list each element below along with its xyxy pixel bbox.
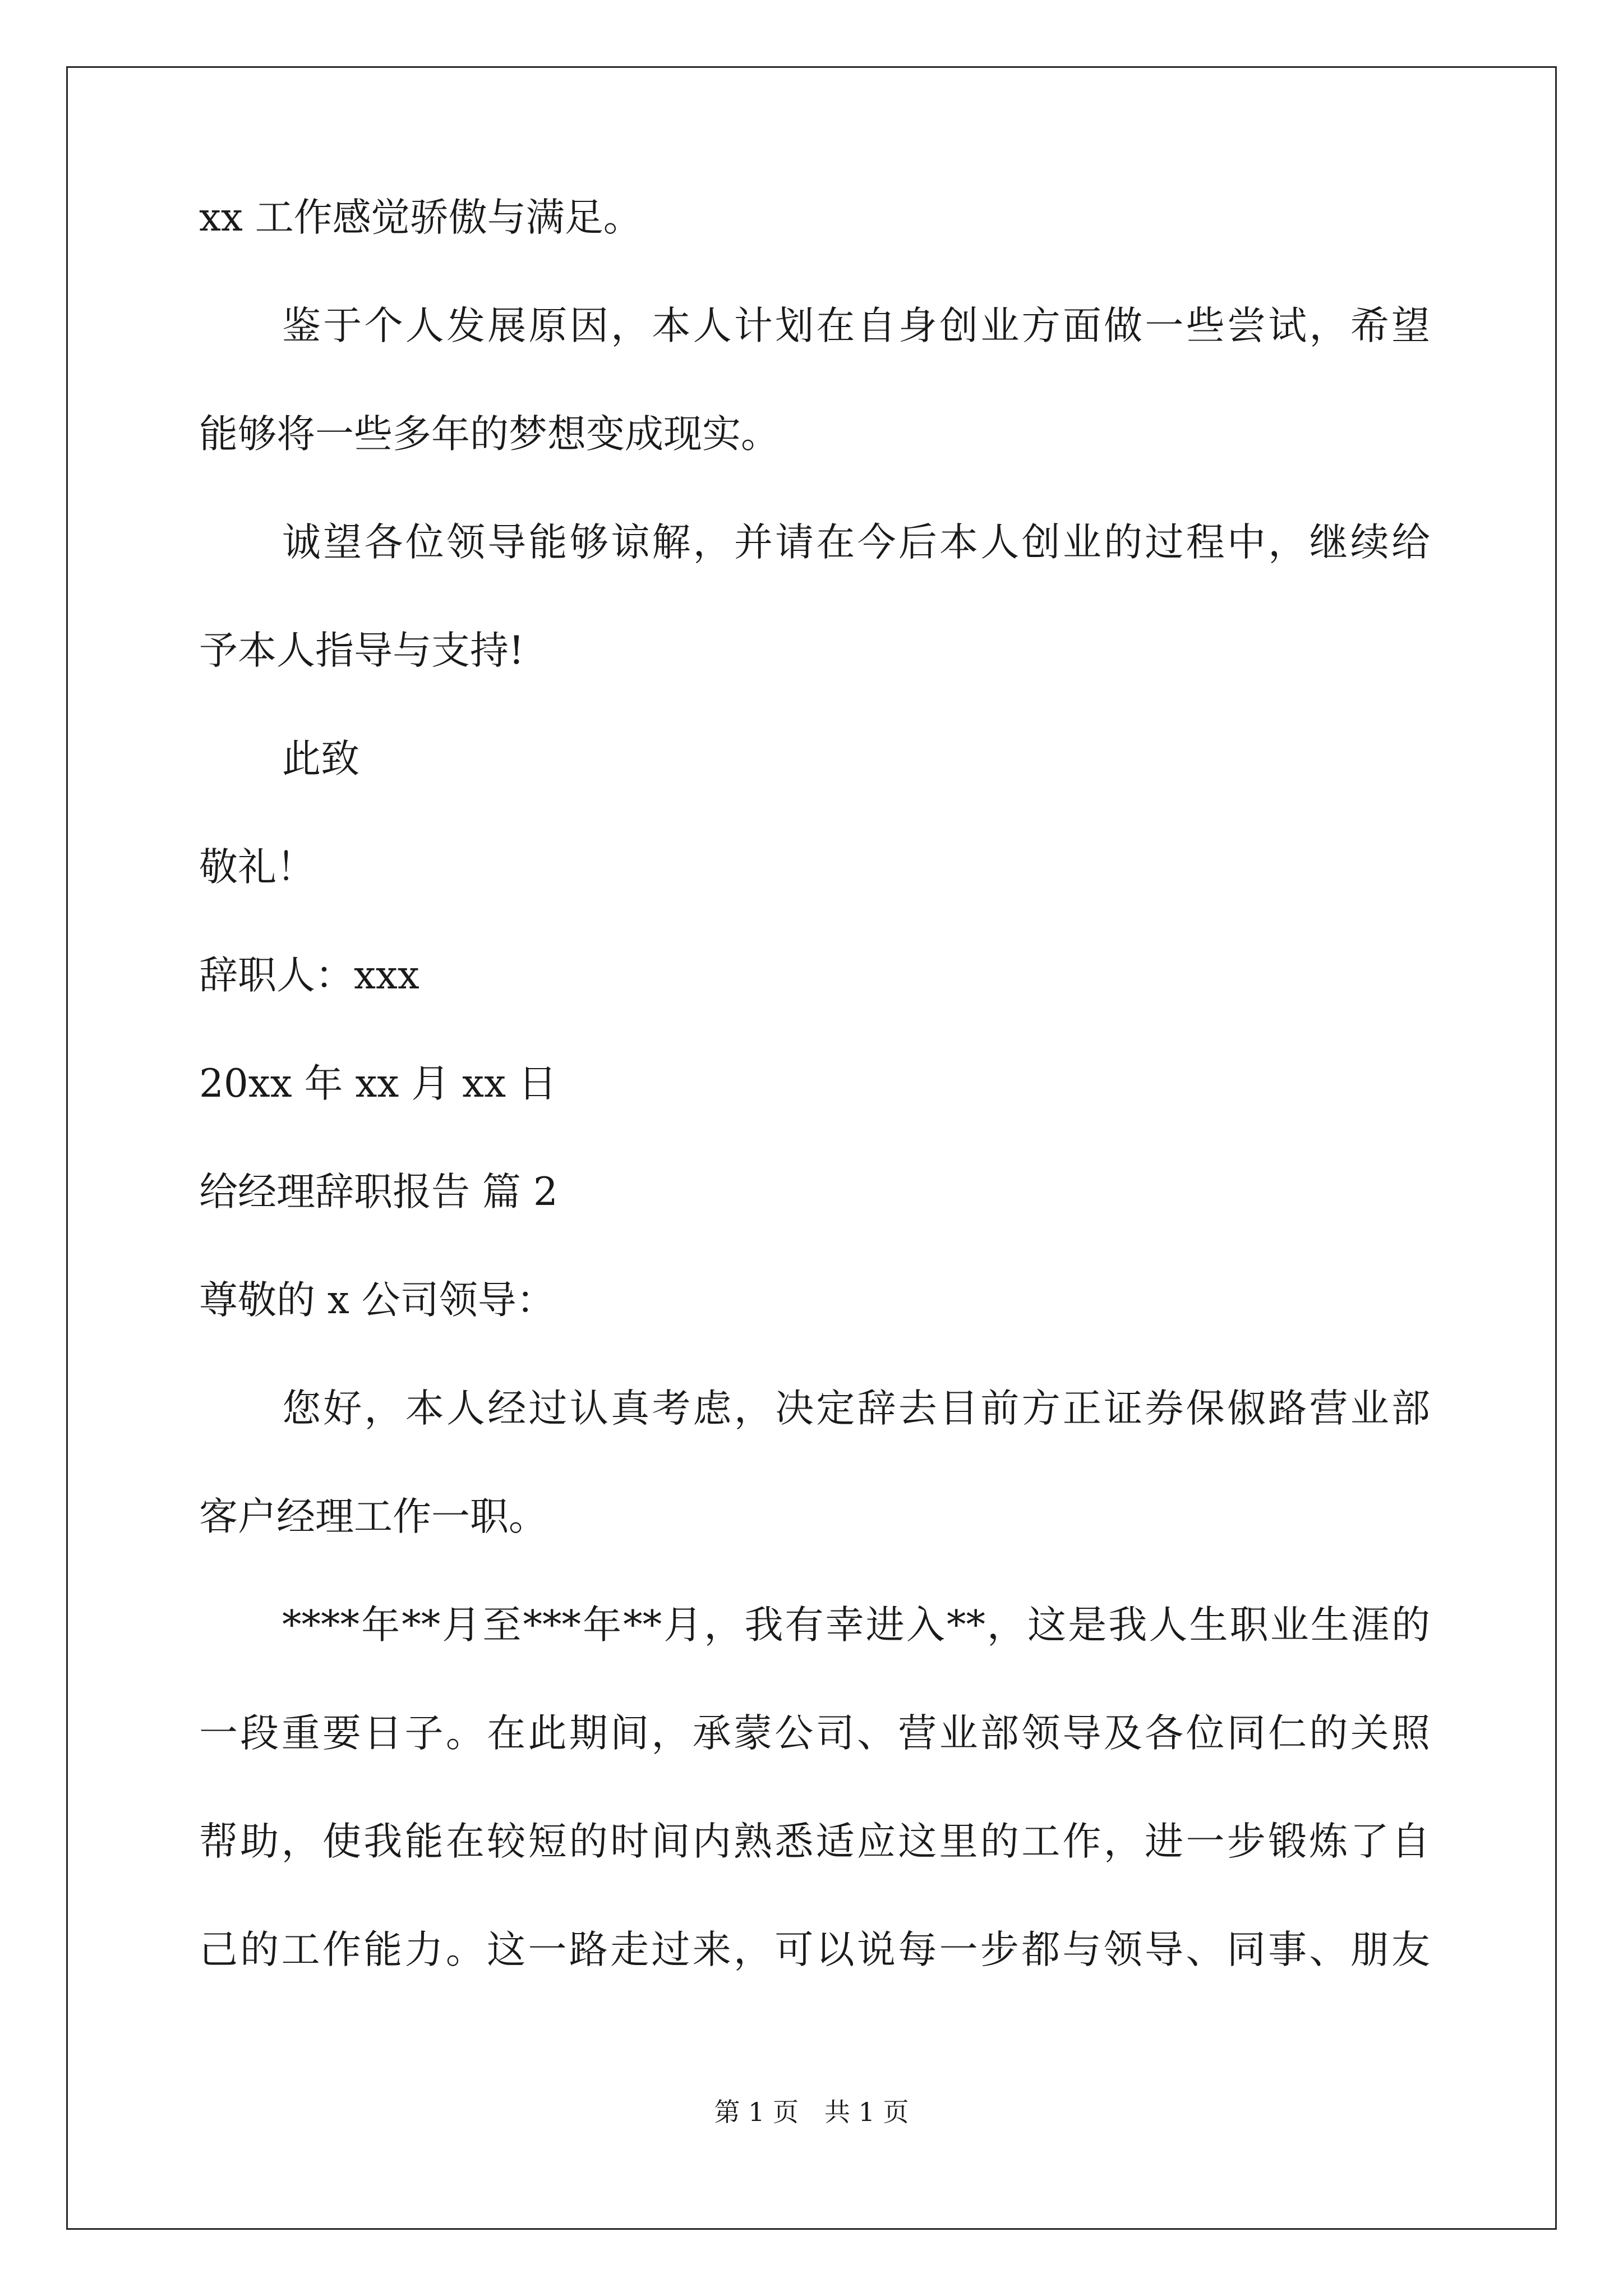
text-line-13: 客户经理工作一职。: [199, 1494, 547, 1539]
text-line-14: ****年**月至***年**月，我有幸进入**，这是我人生职业生涯的: [282, 1603, 1430, 1648]
page-footer: [0, 2095, 1623, 2129]
signature-name: 辞职人：xxx: [199, 953, 419, 998]
text-line-16: 帮助，使我能在较短的时间内熟悉适应这里的工作，进一步锻炼了自: [199, 1819, 1430, 1864]
page-border: [66, 66, 1557, 2230]
section-heading: 给经理辞职报告 篇 2: [199, 1170, 558, 1214]
closing-salutation: 此致: [282, 737, 359, 781]
text-line-1: xx 工作感觉骄傲与满足。: [199, 195, 642, 240]
text-line-15: 一段重要日子。在此期间，承蒙公司、营业部领导及各位同仁的关照: [199, 1711, 1430, 1756]
text-line-4: 诚望各位领导能够谅解，并请在今后本人创业的过程中，继续给: [282, 520, 1430, 565]
greeting: 尊敬的 x 公司领导：: [199, 1278, 555, 1323]
text-line-17: 己的工作能力。这一路走过来，可以说每一步都与领导、同事、朋友: [199, 1927, 1430, 1972]
text-line-3: 能够将一些多年的梦想变成现实。: [199, 412, 780, 457]
page-total: 共 1 页: [824, 2097, 909, 2127]
text-line-5: 予本人指导与支持!: [199, 628, 524, 673]
text-line-2: 鉴于个人发展原因，本人计划在自身创业方面做一些尝试，希望: [282, 303, 1430, 348]
page-number: 第 1 页: [714, 2097, 799, 2127]
closing-respect: 敬礼！: [199, 845, 315, 890]
text-line-12: 您好，本人经过认真考虑，决定辞去目前方正证券保俶路营业部: [282, 1386, 1430, 1431]
signature-date: 20xx 年 xx 月 xx 日: [199, 1061, 557, 1106]
